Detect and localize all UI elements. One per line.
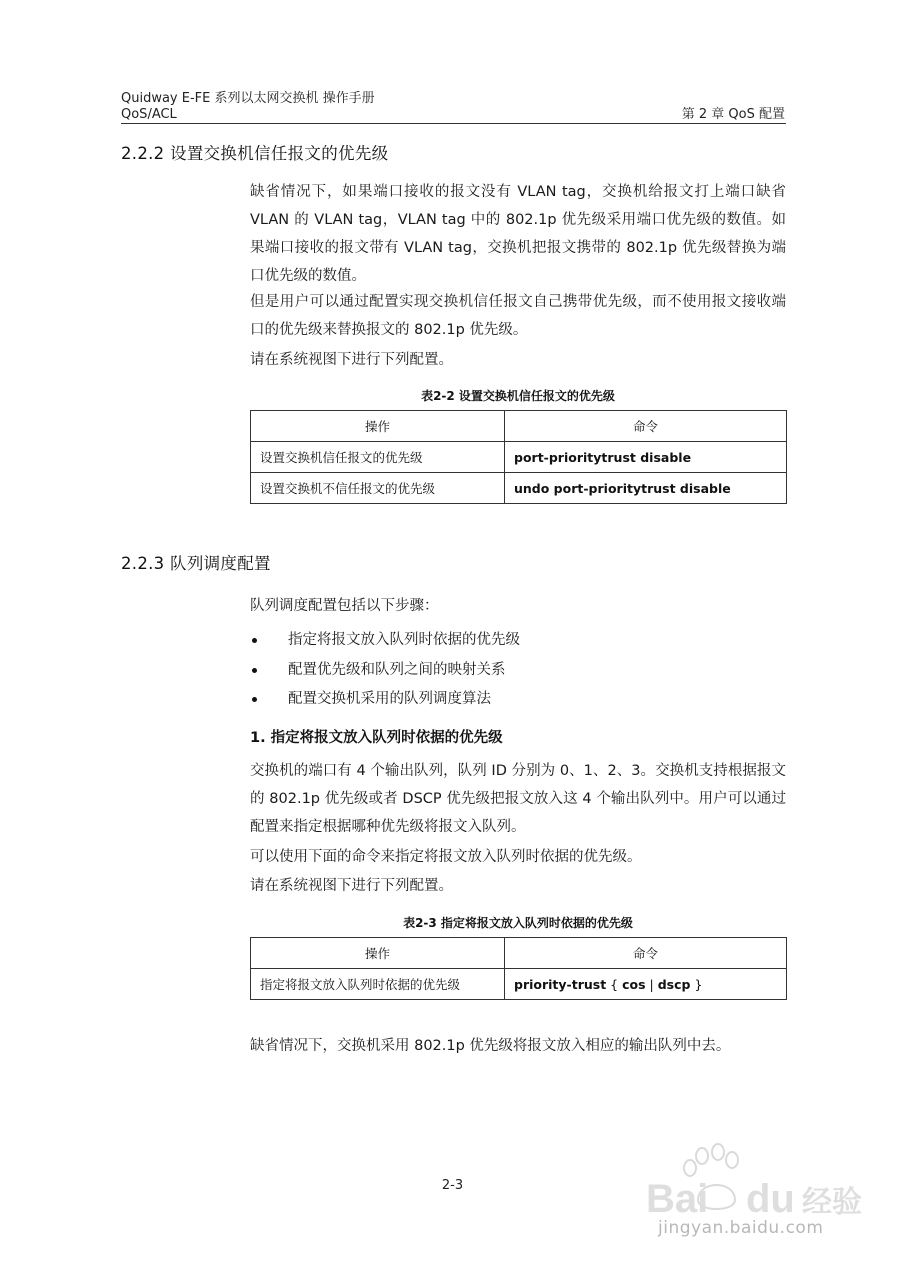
doc-title: Quidway E-FE 系列以太网交换机 操作手册 xyxy=(121,91,375,106)
paragraph-queue-intro: 队列调度配置包括以下步骤： xyxy=(250,598,439,614)
row-command: undo port-prioritytrust disable xyxy=(505,473,787,504)
row-operation: 指定将报文放入队列时依据的优先级 xyxy=(251,969,505,1000)
row-command xyxy=(505,969,787,1000)
row-command: port-prioritytrust disable xyxy=(505,442,787,473)
bullet-icon xyxy=(252,638,257,643)
svg-text:du: du xyxy=(746,1177,795,1221)
list-item-text: 配置优先级和队列之间的映射关系 xyxy=(288,662,506,678)
module-name: QoS/ACL xyxy=(121,107,177,122)
header-operation: 操作 xyxy=(251,411,505,442)
paragraph-system-view: 请在系统视图下进行下列配置。 xyxy=(250,352,453,368)
option-separator: | xyxy=(645,976,658,992)
option-dscp: dscp xyxy=(657,976,691,992)
table-caption-2-3: 表2-3 指定将报文放入队列时依据的优先级 xyxy=(403,916,633,930)
table-2-2 xyxy=(250,410,787,504)
row-operation: 设置交换机信任报文的优先级 xyxy=(251,442,505,473)
table-caption-2-2: 表2-2 设置交换机信任报文的优先级 xyxy=(421,389,615,403)
table-row xyxy=(251,473,787,504)
svg-text:经验: 经验 xyxy=(802,1186,862,1219)
list-item-text: 指定将报文放入队列时依据的优先级 xyxy=(288,632,520,648)
paragraph-command-usage: 可以使用下面的命令来指定将报文放入队列时依据的优先级。 xyxy=(250,849,642,865)
option-cos: cos xyxy=(622,976,646,992)
paragraph-default-queue: 缺省情况下，交换机采用 802.1p 优先级将报文放入相应的输出队列中去。 xyxy=(250,1038,731,1054)
header-command: 命令 xyxy=(505,411,787,442)
header-operation: 操作 xyxy=(251,938,505,969)
row-operation: 设置交换机不信任报文的优先级 xyxy=(251,473,505,504)
table-header-row xyxy=(251,938,787,969)
paragraph-trust-priority: 但是用户可以通过配置实现交换机信任报文自己携带优先级，而不使用报文接收端口的优先级来替换报文的 802.1p 优先级。 xyxy=(250,294,786,338)
header-command: 命令 xyxy=(505,938,787,969)
subheading-queue-priority: 1. 指定将报文放入队列时依据的优先级 xyxy=(250,730,503,746)
bullet-icon xyxy=(252,697,257,702)
table-row xyxy=(251,969,787,1000)
paragraph-system-view: 请在系统视图下进行下列配置。 xyxy=(250,878,453,894)
table-2-3 xyxy=(250,937,787,1000)
paragraph-default-vlan-tag: 缺省情况下，如果端口接收的报文没有 VLAN tag，交换机给报文打上端口缺省 VLAN 的 VLAN tag，VLAN tag 中的 802.1p 优先级采用端口优先级的数值。如果端口接收的报文带有 VLAN tag，交换机把报文携带的 802.1p 优先级替换为端口优先级的数值。 xyxy=(250,184,786,284)
section-title-2-2-2: 2.2.2 设置交换机信任报文的优先级 xyxy=(121,144,389,163)
command-keyword: priority-trust xyxy=(514,976,607,992)
brace-open: { xyxy=(606,976,623,992)
brace-close: } xyxy=(690,976,703,992)
bullet-icon xyxy=(252,668,257,673)
header-rule xyxy=(121,123,786,124)
section-title-2-2-3: 2.2.3 队列调度配置 xyxy=(121,554,271,573)
chapter-label: 第 2 章 QoS 配置 xyxy=(681,107,785,122)
paragraph-output-queues: 交换机的端口有 4 个输出队列，队列 ID 分别为 0、1、2、3。交换机支持根据报文的 802.1p 优先级或者 DSCP 优先级把报文放入这 4 个输出队列中。用户可以通过配置来指定根据哪种优先级将报文入队列。 xyxy=(250,763,786,835)
watermark-url: jingyan.baidu.com xyxy=(658,1218,824,1238)
svg-text:Bai: Bai xyxy=(646,1177,709,1221)
table-row xyxy=(251,442,787,473)
page-number: 2-3 xyxy=(441,1178,464,1193)
table-header-row xyxy=(251,411,787,442)
list-item-text: 配置交换机采用的队列调度算法 xyxy=(288,691,491,707)
